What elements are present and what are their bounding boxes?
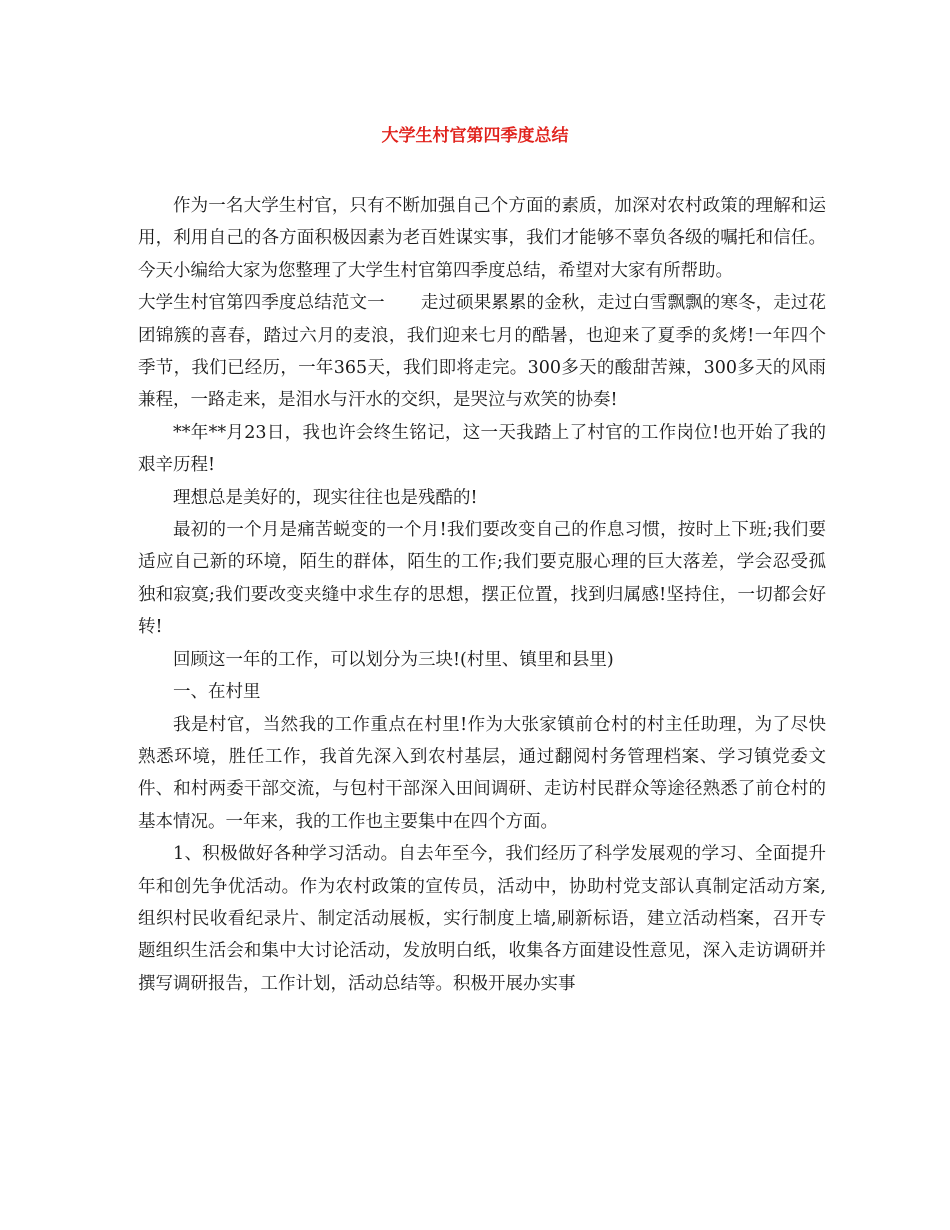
section-first-paragraph <box>138 287 826 417</box>
subsection-heading: 一、在村里 <box>173 682 261 703</box>
section-heading: 大学生村官第四季度总结范文一 <box>138 293 385 314</box>
document-body <box>138 190 826 1000</box>
body-paragraph: 最初的一个月是痛苦蜕变的一个月!我们要改变自己的作息习惯，按时上下班;我们要适应自己新的环境，陌生的群体，陌生的工作;我们要克服心理的巨大落差，学会忍受孤独和寂寞;我们要改变夹缝中求生存的思想，摆正位置，找到归属感!坚持住，一切都会好转! <box>138 520 826 638</box>
body-paragraph: 我是村官，当然我的工作重点在村里!作为大张家镇前仓村的村主任助理，为了尽快熟悉环境，胜任工作，我首先深入到农村基层，通过翻阅村务管理档案、学习镇党委文件、和村两委干部交流，与包村干部深入田间调研、走访村民群众等途径熟悉了前仓村的基本情况。一年来，我的工作也主要集中在四个方面。 <box>138 714 826 832</box>
intro-paragraph: 作为一名大学生村官，只有不断加强自己个方面的素质，加深对农村政策的理解和运用，利用自己的各方面积极因素为老百姓谋实事，我们才能够不辜负各级的嘱托和信任。今天小编给大家为您整理了大学生村官第四季度总结，希望对大家有所帮助。 <box>138 196 826 281</box>
document-title: 大学生村官第四季度总结 <box>381 126 569 146</box>
body-paragraph: 回顾这一年的工作，可以划分为三块!(村里、镇里和县里) <box>173 649 614 670</box>
body-paragraph: 理想总是美好的，现实往往也是残酷的! <box>173 487 478 508</box>
section-lead-text: 走过硕果累累的金秋，走过白雪飘飘的寒冬，走过花团锦簇的喜春，踏过六月的麦浪，我们迎来七月的酷暑，也迎来了夏季的炙烤!一年四个季节，我们已经历，一年365天，我们即将走完。300多天的酸甜苦辣，300多天的风雨兼程，一路走来，是泪水与汗水的交织，是哭泣与欢笑的协奏! <box>138 293 826 411</box>
body-paragraph: **年**月23日，我也许会终生铭记，这一天我踏上了村官的工作岗位!也开始了我的艰辛历程! <box>138 422 826 476</box>
body-paragraph: 1、积极做好各种学习活动。自去年至今，我们经历了科学发展观的学习、全面提升年和创先争优活动。作为农村政策的宣传员，活动中，协助村党支部认真制定活动方案,组织村民收看纪录片、制定活动展板，实行制度上墙,刷新标语，建立活动档案，召开专题组织生活会和集中大讨论活动，发放明白纸，收集各方面建设性意见，深入走访调研并撰写调研报告，工作计划，活动总结等。积极开展办实事 <box>138 844 826 994</box>
